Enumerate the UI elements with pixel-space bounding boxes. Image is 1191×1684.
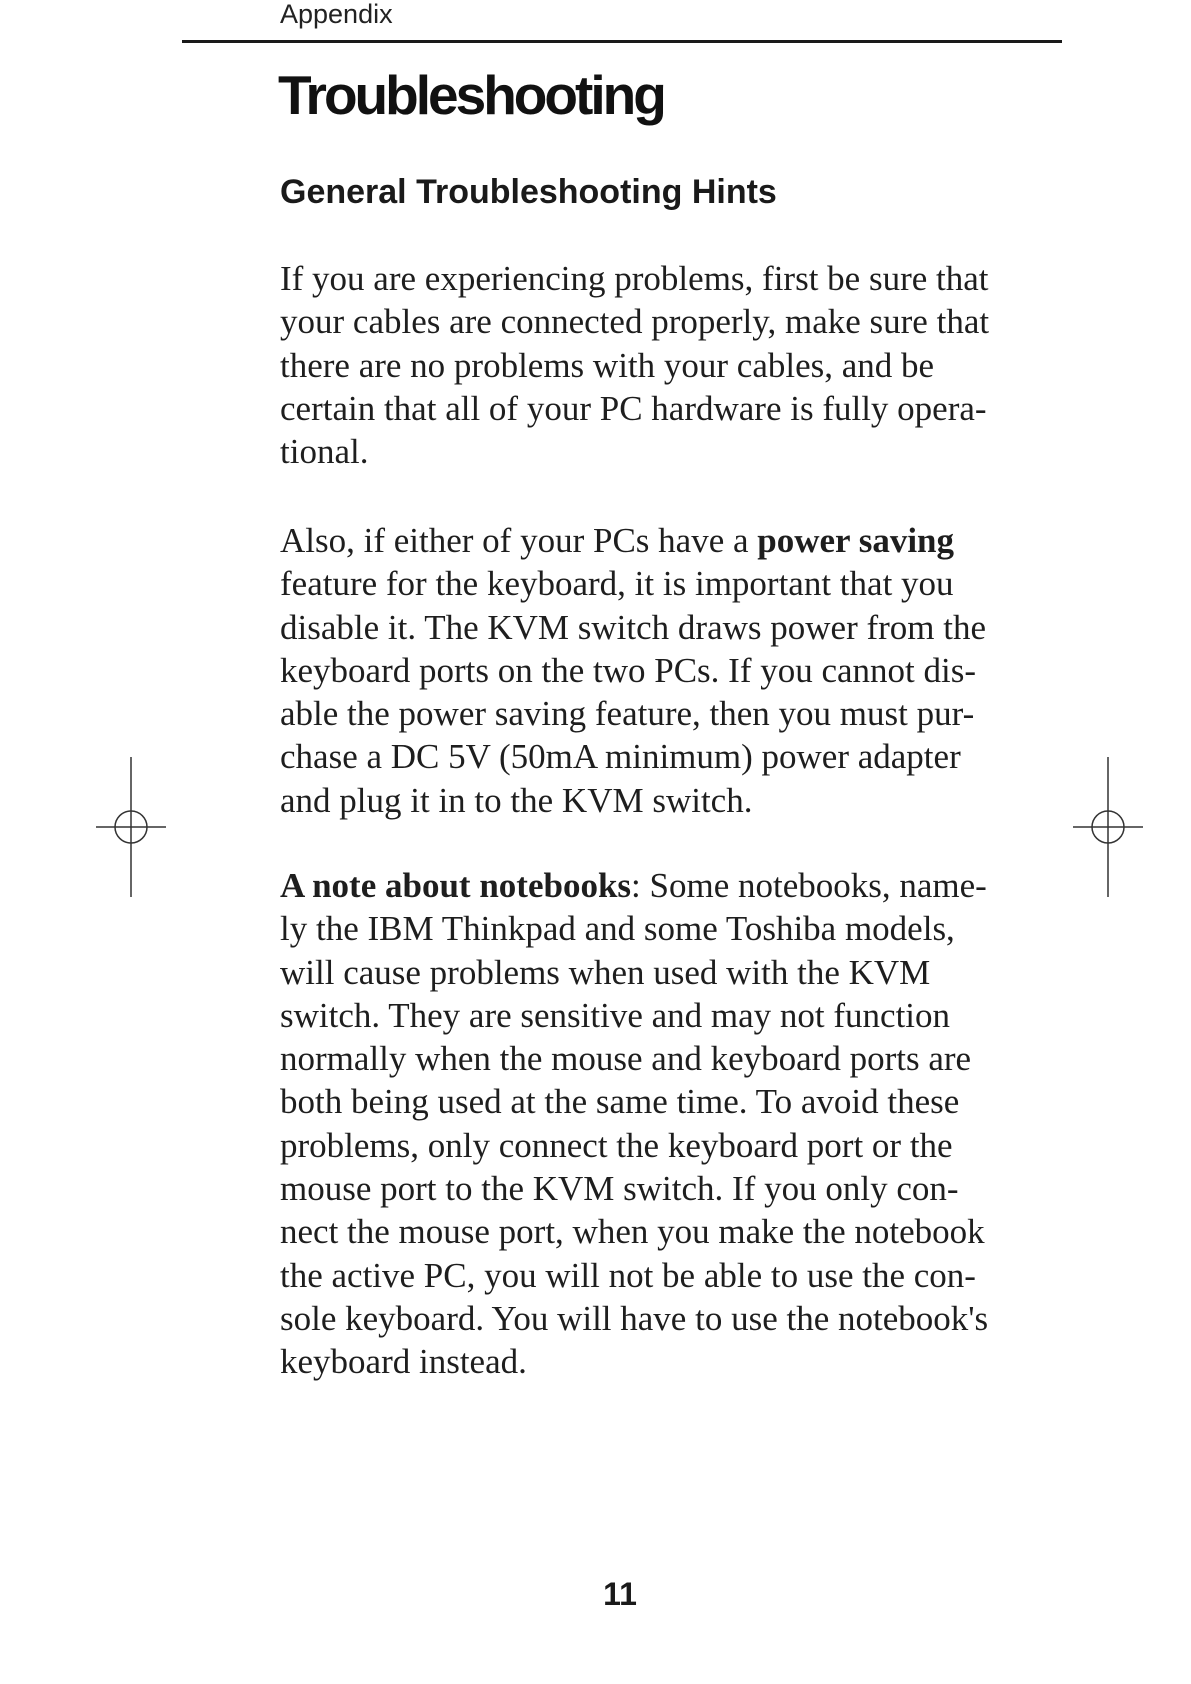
text-line: nect the mouse port, when you make the notebook — [280, 1212, 985, 1252]
registration-mark-icon — [96, 757, 166, 897]
text-line: able the power saving feature, then you must pur- — [280, 694, 975, 734]
emphasis-note-about-notebooks: A note about notebooks — [280, 866, 632, 905]
text-line: disable it. The KVM switch draws power from the — [280, 607, 987, 647]
paragraph-cable-check — [280, 257, 1000, 473]
registration-mark-icon — [1073, 757, 1143, 897]
section-heading: General Troubleshooting Hints — [280, 173, 777, 211]
header-rule — [182, 40, 1062, 43]
text-line: tional. — [280, 432, 369, 472]
text-run: Also, if either of your PCs have a — [280, 521, 758, 560]
text-line: normally when the mouse and keyboard ports are — [280, 1039, 972, 1079]
text-line: If you are experiencing problems, first be sure that — [280, 259, 989, 298]
text-line: both being used at the same time. To avoid these — [280, 1082, 960, 1122]
text-line: problems, only connect the keyboard port or the — [280, 1125, 953, 1165]
text-line — [280, 519, 1000, 562]
emphasis-power-saving: power saving — [757, 521, 955, 560]
text-line: certain that all of your PC hardware is fully opera- — [280, 388, 987, 428]
text-run: : Some notebooks, name- — [631, 866, 987, 905]
paragraph-power-saving — [280, 519, 1000, 822]
text-line: keyboard instead. — [280, 1342, 527, 1382]
text-line: keyboard ports on the two PCs. If you cannot dis- — [280, 650, 977, 690]
text-line: and plug it in to the KVM switch. — [280, 780, 753, 820]
text-line: sole keyboard. You will have to use the notebook's — [280, 1298, 989, 1338]
text-line: there are no problems with your cables, and be — [280, 345, 935, 385]
text-line: will cause problems when used with the KVM — [280, 952, 931, 992]
text-line: mouse port to the KVM switch. If you only con- — [280, 1169, 959, 1209]
text-line: switch. They are sensitive and may not function — [280, 995, 951, 1035]
paragraph-notebooks — [280, 864, 1000, 1384]
text-line: the active PC, you will not be able to use the con- — [280, 1255, 976, 1295]
running-header: Appendix — [280, 0, 393, 29]
text-line: your cables are connected properly, make sure that — [280, 302, 990, 342]
text-line: chase a DC 5V (50mA minimum) power adapter — [280, 737, 961, 777]
page-number: 11 — [603, 1576, 637, 1612]
text-line: feature for the keyboard, it is important that you — [280, 564, 954, 604]
page-title: Troubleshooting — [278, 64, 664, 126]
text-line — [280, 864, 1000, 907]
text-line: ly the IBM Thinkpad and some Toshiba models, — [280, 909, 955, 949]
